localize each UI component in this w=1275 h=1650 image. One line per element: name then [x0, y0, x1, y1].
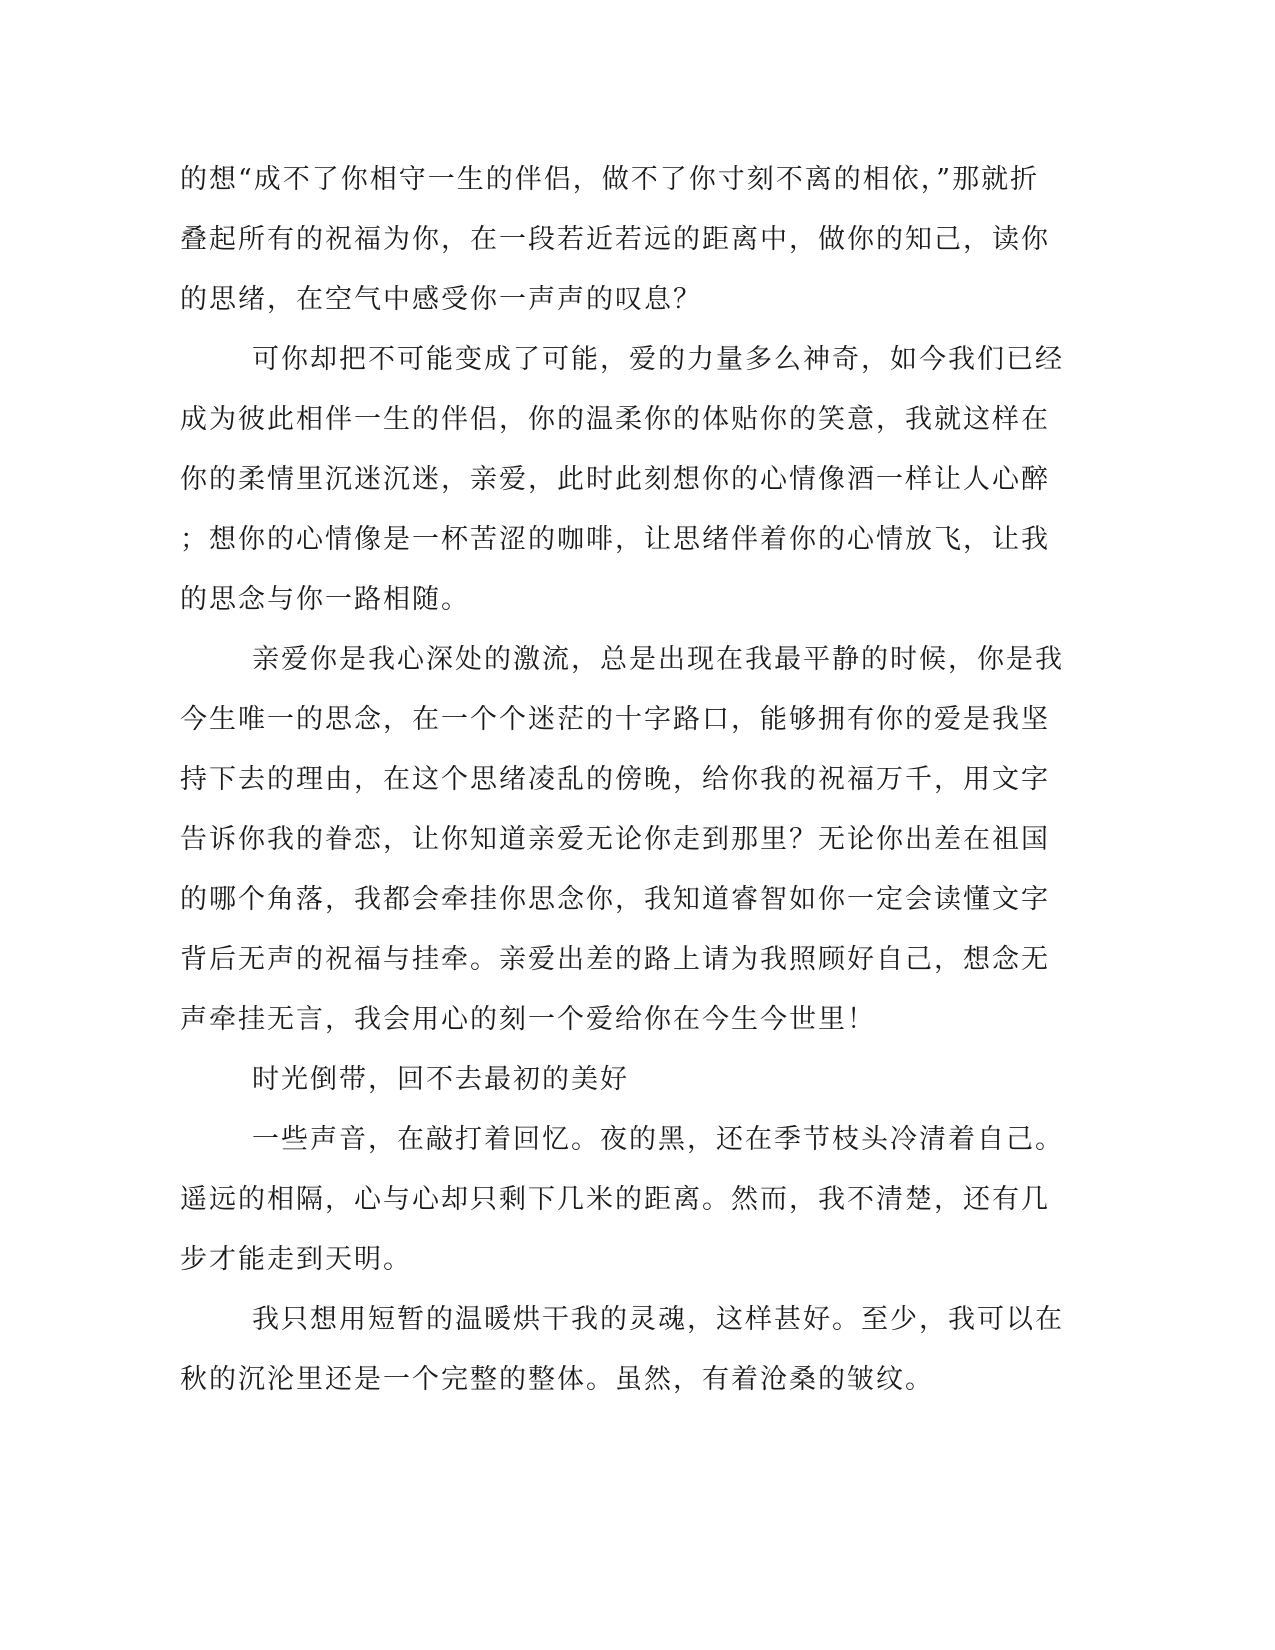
text-line: 持下去的理由，在这个思绪凌乱的傍晚，给你我的祝福万千，用文字 — [180, 764, 1050, 795]
text-line: 告诉你我的眷恋，让你知道亲爱无论你走到那里？无论你出差在祖国 — [180, 824, 1050, 855]
paragraph-first-line: 一些声音，在敲打着回忆。夜的黑，还在季节枝头冷清着自己。 — [252, 1124, 1064, 1155]
text-line: 成为彼此相伴一生的伴侣，你的温柔你的体贴你的笑意，我就这样在 — [180, 404, 1050, 435]
document-body — [180, 150, 1064, 1410]
text-line: 背后无声的祝福与挂牵。亲爱出差的路上请为我照顾好自己，想念无 — [180, 944, 1050, 975]
paragraph-first-line: 可你却把不可能变成了可能，爱的力量多么神奇，如今我们已经 — [252, 344, 1064, 375]
text-line: 遥远的相隔，心与心却只剩下几米的距离。然而，我不清楚，还有几 — [180, 1184, 1050, 1215]
text-line: 你的柔情里沉迷沉迷，亲爱，此时此刻想你的心情像酒一样让人心醉 — [180, 464, 1050, 495]
section-heading: 时光倒带，回不去最初的美好 — [252, 1064, 629, 1095]
text-line: 今生唯一的思念，在一个个迷茫的十字路口，能够拥有你的爱是我坚 — [180, 704, 1050, 735]
text-line: 秋的沉沦里还是一个完整的整体。虽然，有着沧桑的皱纹。 — [180, 1364, 934, 1395]
text-line: 的思绪，在空气中感受你一声声的叹息？ — [180, 284, 702, 315]
text-line: 叠起所有的祝福为你，在一段若近若远的距离中，做你的知己，读你 — [180, 224, 1050, 255]
paragraph-first-line: 亲爱你是我心深处的激流，总是出现在我最平静的时候，你是我 — [252, 644, 1064, 675]
text-line: 声牵挂无言，我会用心的刻一个爱给你在今生今世里！ — [180, 1004, 876, 1035]
paragraph-first-line: 我只想用短暂的温暖烘干我的灵魂，这样甚好。至少，我可以在 — [252, 1304, 1064, 1335]
text-line: 的思念与你一路相随。 — [180, 584, 470, 615]
text-line: 的哪个角落，我都会牵挂你思念你，我知道睿智如你一定会读懂文字 — [180, 884, 1050, 915]
text-line: 的想“成不了你相守一生的伴侣，做不了你寸刻不离的相依，”那就折 — [180, 164, 1040, 195]
text-line: ；想你的心情像是一杯苦涩的咖啡，让思绪伴着你的心情放飞，让我 — [180, 524, 1050, 555]
text-line: 步才能走到天明。 — [180, 1244, 412, 1275]
